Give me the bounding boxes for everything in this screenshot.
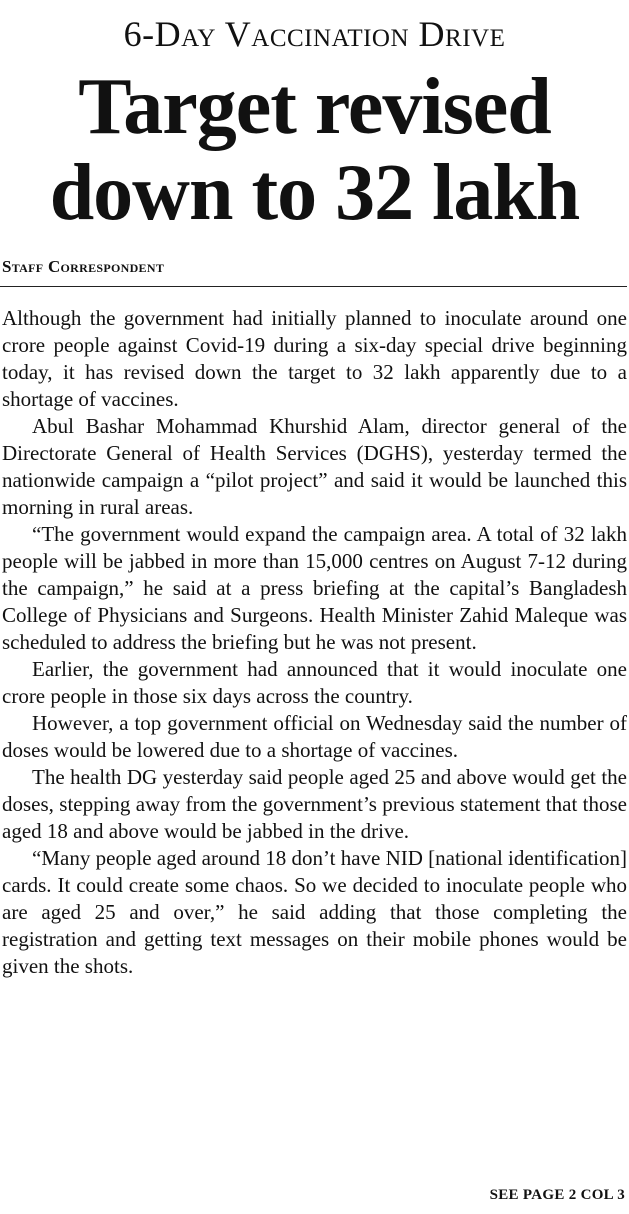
headline-line-2: down to 32 lakh — [49, 149, 580, 237]
kicker: 6-Day Vaccination Drive — [123, 14, 506, 54]
headline-line-1: Target revised — [78, 63, 551, 151]
article-body — [2, 305, 627, 980]
byline: Staff Correspondent — [2, 257, 165, 276]
headline — [0, 64, 629, 236]
byline-divider — [0, 286, 627, 287]
paragraph-6: The health DG yesterday said people aged 25 and above would get the doses, stepping away from the government’s previous statement that those aged 18 and above would be jabbed in the drive. — [2, 765, 627, 843]
paragraph-7: “Many people aged around 18 don’t have NID [national identification] cards. It could create some chaos. So we decided to inoculate people who are aged 25 and over,” he said adding that those completing the registration and getting text messages on their mobile phones would be given the shots. — [2, 846, 628, 978]
paragraph-5: However, a top government official on Wednesday said the number of doses would be lowered due to a shortage of vaccines. — [2, 711, 627, 762]
paragraph-4: Earlier, the government had announced that it would inoculate one crore people in those six days across the country. — [2, 657, 627, 708]
jump-line: SEE PAGE 2 COL 3 — [489, 1187, 625, 1203]
paragraph-3: “The government would expand the campaign area. A total of 32 lakh people will be jabbed in more than 15,000 centres on August 7-12 during the campaign,” he said at a press briefing at the capital’s Bangladesh College of Physicians and Surgeons. Health Minister Zahid Maleque was scheduled to address the briefing but he was not present. — [2, 522, 627, 654]
paragraph-1: Although the government had initially planned to inoculate around one crore people against Covid-19 during a six-day special drive beginning today, it has revised down the target to 32 lakh apparently due to a shortage of vaccines. — [2, 306, 627, 411]
paragraph-2: Abul Bashar Mohammad Khurshid Alam, director general of the Directorate General of Health Services (DGHS), yesterday termed the nationwide campaign a “pilot project” and said it would be launched this morning in rural areas. — [2, 414, 627, 519]
